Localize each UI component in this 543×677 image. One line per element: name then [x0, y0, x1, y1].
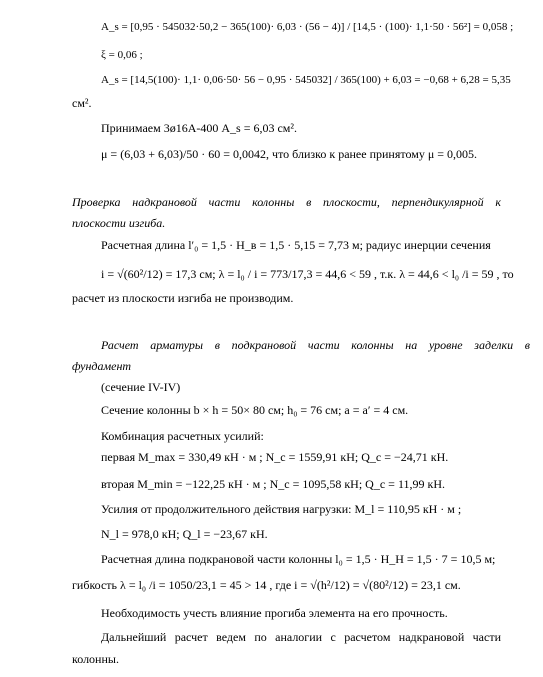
deflection-note: Необходимость учесть влияние прогиба элемента на его прочность.: [101, 606, 448, 620]
formula-as-line2: A_s = [14,5(100)· 1,1· 0,06·50· 56 − 0,95 · 545032] / 365(100) + 6,03 = −0,68 + 6,28 = 5,35: [101, 74, 511, 86]
gyration-radius: i = √(60²/12) = 17,3 см; λ = l₀ / i = 773/17,3 = 44,6 < 59 , т.к. λ = 44,6 < l₀ /i = 59 , то: [101, 267, 514, 281]
slenderness: гибкость λ = l₀ /i = 1050/23,1 = 45 > 14 , где i = √(h²/12) = √(80²/12) = 23,1 см.: [72, 578, 461, 592]
mu-check: μ = (6,03 + 6,03)/50 · 60 = 0,0042, что близко к ранее принятому μ = 0,005.: [101, 147, 478, 161]
section-heading-check: Проверка надкрановой части колонны в плоскости, перпендикулярной к: [72, 195, 501, 209]
section-heading-reinforcement-cont: фундамент: [72, 359, 132, 373]
formula-as-line1: A_s = [0,95 · 545032·50,2 − 365(100)· 6,03 · (56 − 4)] / [14,5 · (100)· 1,1·50 · 56²] = 0,058 ;: [101, 21, 514, 33]
reinforcement-accepted: Принимаем 3ø16А-400 A_s = 6,03 см².: [101, 121, 297, 135]
combination-first: первая M_max = 330,49 кН · м ; N_c = 1559,91 кН; Q_c = −24,71 кН.: [101, 450, 449, 464]
unit-cm2: см².: [72, 96, 92, 110]
conclusion-text: расчет из плоскости изгиба не производим.: [72, 291, 294, 305]
combination-second: вторая M_min = −122,25 кН · м ; N_c = 1095,58 кН; Q_c = 11,99 кН.: [101, 477, 445, 491]
design-length: Расчетная длина l′₀ = 1,5 · H_в = 1,5 · 5,15 = 7,73 м; радиус инерции сечения: [101, 238, 491, 252]
further-calc: Дальнейший расчет ведем по аналогии с расчетом надкрановой части: [101, 630, 501, 644]
section-label: (сечение IV-IV): [101, 380, 181, 394]
long-term-values: N_l = 978,0 кН; Q_l = −23,67 кН.: [101, 527, 268, 541]
further-calc-cont: колонны.: [72, 652, 119, 666]
section-heading-reinforcement: Расчет арматуры в подкрановой части колонны на уровне заделки в: [101, 338, 530, 352]
design-length-lower: Расчетная длина подкрановой части колонны l₀ = 1,5 · H_H = 1,5 · 7 = 10,5 м;: [101, 552, 496, 566]
combination-heading: Комбинация расчетных усилий:: [101, 429, 264, 443]
section-heading-check-cont: плоскости изгиба.: [72, 216, 166, 230]
column-section: Сечение колонны b × h = 50× 80 см; h₀ = 76 см; a = a′ = 4 см.: [101, 403, 409, 417]
long-term-forces: Усилия от продолжительного действия нагрузки: M_l = 110,95 кН · м ;: [101, 502, 462, 516]
formula-xi: ξ = 0,06 ;: [101, 49, 143, 61]
